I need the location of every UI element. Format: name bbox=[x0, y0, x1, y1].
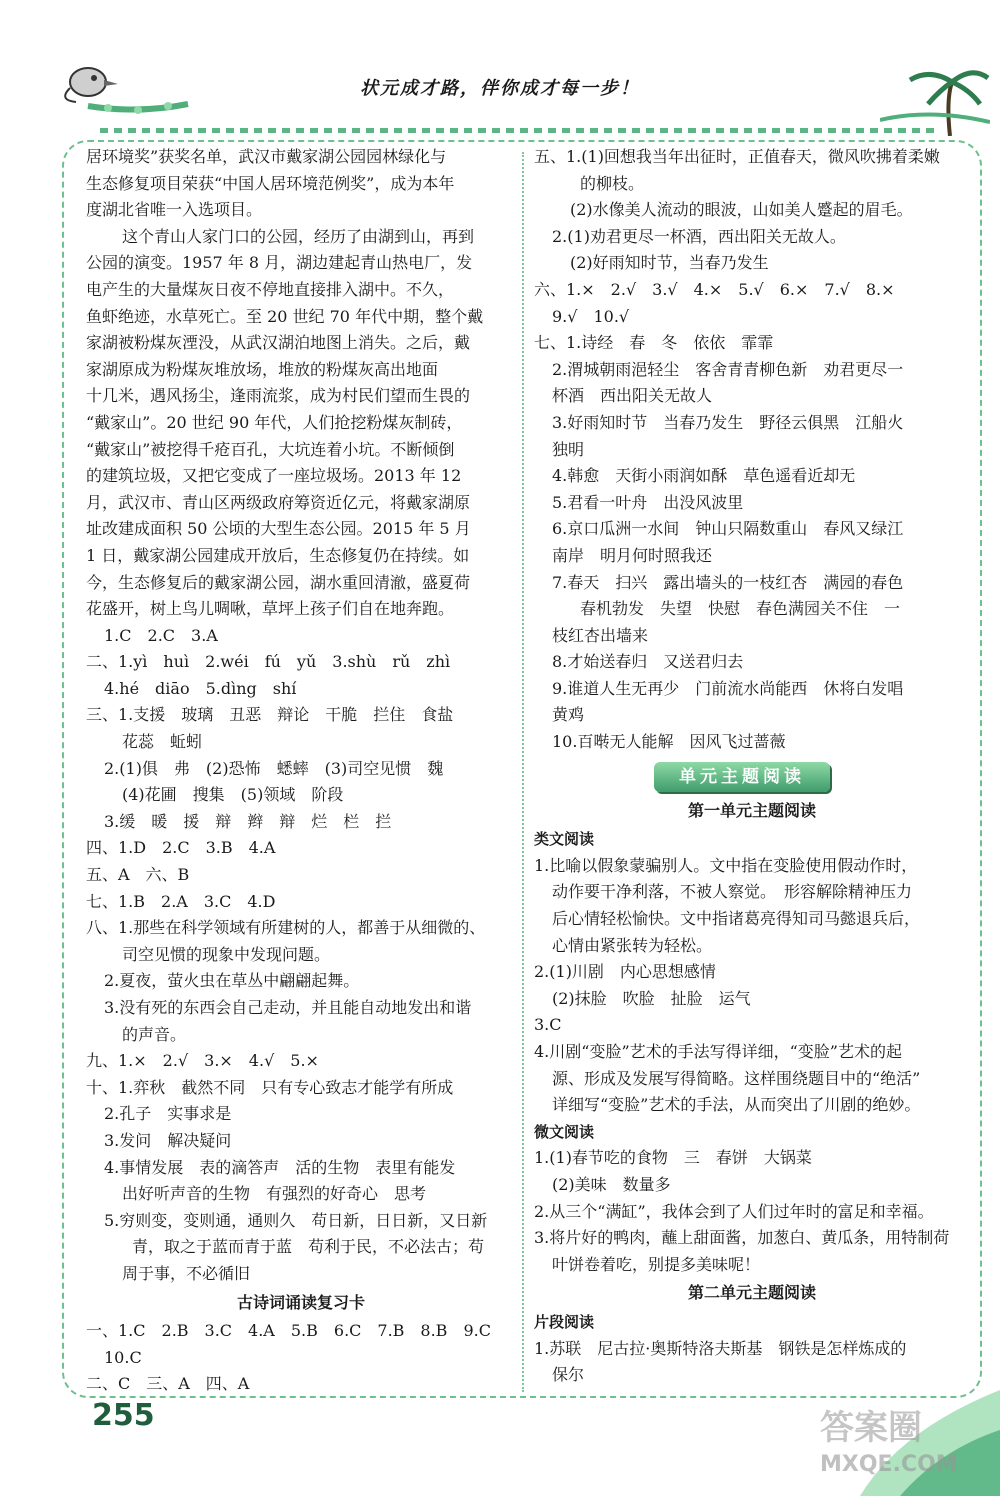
column-divider bbox=[522, 152, 524, 1392]
text-line: “戴家山”被挖得千疮百孔，大坑连着小坑。不断倾倒 bbox=[86, 439, 455, 459]
text-line: 2.(1)俱 弗 (2)恐怖 蟋蟀 (3)司空见惯 魏 bbox=[104, 758, 444, 778]
text-line: 1.苏联 尼古拉·奥斯特洛夫斯基 钢铁是怎样炼成的 bbox=[534, 1338, 907, 1358]
text-line: 1.C 2.C 3.A bbox=[104, 625, 218, 645]
text-line: 10.百啭无人能解 因风飞过蔷薇 bbox=[552, 732, 786, 752]
right-column bbox=[534, 144, 970, 1389]
text-line: 2.从三个“满缸”，我体会到了人们过年时的富足和幸福。 bbox=[534, 1201, 934, 1221]
text-line: (2)美味 数量多 bbox=[552, 1174, 671, 1194]
right-lines bbox=[534, 144, 970, 756]
text-line: 花盛开，树上鸟儿啁啾，草坪上孩子们自在地奔跑。 bbox=[86, 599, 455, 619]
unit2-sub1-title: 片段阅读 bbox=[534, 1312, 595, 1331]
text-line: 2.夏夜，萤火虫在草丛中翩翩起舞。 bbox=[104, 971, 360, 991]
text-line: 十几米，遇风扬尘，逢雨流浆，成为村民们望而生畏的 bbox=[86, 386, 471, 406]
left-column bbox=[86, 144, 516, 1398]
text-line: 五、1.(1)回想我当年出征时，正值春天，微风吹拂着柔嫩 bbox=[534, 147, 940, 166]
text-line: 黄鸡 bbox=[552, 705, 585, 725]
text-line: 10.C bbox=[104, 1347, 142, 1367]
text-line: 5.穷则变，变则通，通则久 苟日新，日日新，又日新 bbox=[104, 1210, 488, 1230]
text-line: 3.C bbox=[534, 1015, 562, 1035]
text-line: 动作要干净利落，不被人察觉。 形容解除精神压力 bbox=[552, 882, 913, 902]
text-line: 4.hé diāo 5.dìng shí bbox=[104, 678, 297, 698]
unit1-sub2-lines bbox=[534, 1145, 970, 1278]
watermark-url: MXQE.COM bbox=[820, 1452, 958, 1477]
text-line: 7.春天 扫兴 露出墙头的一枝红杏 满园的春色 bbox=[552, 572, 904, 592]
text-line: 叶饼卷着吃，别提多美味呢！ bbox=[552, 1254, 761, 1274]
text-line: 南岸 明月何时照我还 bbox=[552, 545, 713, 565]
text-line: 一、1.C 2.B 3.C 4.A 5.B 6.C 7.B 8.B 9.C bbox=[86, 1321, 491, 1341]
text-line: 1.比喻以假象蒙骗别人。文中指在变脸使用假动作时， bbox=[534, 855, 918, 875]
text-line: 详细写“变脸”艺术的手法，从而突出了川剧的绝妙。 bbox=[552, 1095, 921, 1115]
text-line: 2.(1)劝君更尽一杯酒，西出阳关无故人。 bbox=[552, 226, 846, 246]
unit2-sub1-lines bbox=[534, 1336, 970, 1389]
text-line: 源、形成及发展写得简略。这样围绕题目中的“绝活” bbox=[552, 1068, 921, 1088]
text-line: 杯酒 西出阳关无故人 bbox=[552, 386, 713, 406]
text-line: 六、1.× 2.√ 3.√ 4.× 5.√ 6.× 7.√ 8.× bbox=[534, 279, 895, 299]
text-line: 生态修复项目荣获“中国人居环境范例奖”，成为本年 bbox=[86, 173, 455, 193]
text-line: 二、1.yì huì 2.wéi fú yǔ 3.shù rǔ zhì bbox=[86, 652, 451, 672]
top-border-band bbox=[100, 128, 940, 133]
text-line: 鱼虾绝迹，水草死亡。至 20 世纪 70 年代中期，整个戴 bbox=[86, 306, 484, 326]
text-line: 4.川剧“变脸”艺术的手法写得详细，“变脸”艺术的起 bbox=[534, 1042, 902, 1061]
text-line: 保尔 bbox=[552, 1365, 585, 1385]
text-line: 家湖原成为粉煤灰堆放场，堆放的粉煤灰高出地面 bbox=[86, 359, 439, 379]
text-line: 九、1.× 2.√ 3.× 4.√ 5.× bbox=[86, 1051, 319, 1071]
text-line: 枝红杏出墙来 bbox=[552, 625, 649, 645]
text-line: 2.孔子 实事求是 bbox=[104, 1104, 232, 1124]
text-line: 3.好雨知时节 当春乃发生 野径云俱黑 江船火 bbox=[552, 412, 904, 432]
text-line: (2)水像美人流动的眼波，山如美人蹙起的眉毛。 bbox=[570, 200, 913, 220]
text-line: “戴家山”。20 世纪 90 年代，人们抢挖粉煤灰制砖， bbox=[86, 412, 463, 432]
text-line: 月，武汉市、青山区两级政府筹资近亿元，将戴家湖原 bbox=[86, 492, 471, 512]
left-after-lines bbox=[86, 1318, 516, 1398]
text-line: 9.√ 10.√ bbox=[552, 306, 630, 326]
text-line: 的声音。 bbox=[122, 1024, 187, 1044]
text-line: 8.才始送春归 又送君归去 bbox=[552, 652, 744, 672]
text-line: 1.(1)春节吃的食物 三 春饼 大锅菜 bbox=[534, 1148, 812, 1168]
header-slogan: 状元成才路，伴你成才每一步！ bbox=[360, 78, 640, 99]
text-line: 十、1.弈秋 截然不同 只有专心致志才能学有所成 bbox=[86, 1077, 454, 1097]
page-number: 255 bbox=[92, 1398, 155, 1433]
text-line: 9.谁道人生无再少 门前流水尚能西 休将白发唱 bbox=[552, 678, 904, 698]
text-line: 4.韩愈 天街小雨润如酥 草色遥看近却无 bbox=[552, 466, 856, 486]
text-line: 周于事，不必循旧 bbox=[122, 1263, 251, 1283]
text-line: 心情由紧张转为轻松。 bbox=[552, 935, 713, 955]
left-lines bbox=[86, 144, 516, 1288]
text-line: (2)抹脸 吹脸 扯脸 运气 bbox=[552, 988, 751, 1008]
unit1-sub2-title: 微文阅读 bbox=[534, 1122, 595, 1141]
text-line: 青，取之于蓝而青于蓝 苟利于民，不必法古；苟 bbox=[132, 1237, 485, 1257]
text-line: 的建筑垃圾，又把它变成了一座垃圾场。2013 年 12 bbox=[86, 466, 462, 486]
text-line: 三、1.支援 玻璃 丑恶 辩论 干脆 拦住 食盐 bbox=[86, 705, 454, 725]
text-line: 3.缓 暖 援 辩 辫 辩 烂 栏 拦 bbox=[104, 811, 392, 831]
text-line: 4.事情发展 表的滴答声 活的生物 表里有能发 bbox=[104, 1157, 456, 1177]
unit1-title: 第一单元主题阅读 bbox=[687, 800, 816, 820]
text-line: 八、1.那些在科学领域有所建树的人，都善于从细微的、 bbox=[86, 918, 486, 938]
text-line: 四、1.D 2.C 3.B 4.A bbox=[86, 838, 276, 858]
text-line: 3.将片好的鸭肉，蘸上甜面酱，加葱白、黄瓜条，用特制荷 bbox=[534, 1228, 950, 1248]
text-line: 的柳枝。 bbox=[580, 173, 645, 193]
text-line: 七、1.B 2.A 3.C 4.D bbox=[86, 891, 276, 911]
text-line: 七、1.诗经 春 冬 依依 霏霏 bbox=[534, 333, 774, 353]
watermark-text: 答案圈 bbox=[820, 1408, 922, 1448]
text-line: 今，生态修复后的戴家湖公园，湖水重回清澈，盛夏荷 bbox=[86, 572, 471, 592]
text-line: 1 日，戴家湖公园建成开放后，生态修复仍在持续。如 bbox=[86, 545, 470, 565]
text-line: (2)好雨知时节，当春乃发生 bbox=[570, 253, 769, 273]
text-line: 5.君看一叶舟 出没风波里 bbox=[552, 492, 744, 512]
unit-theme-reading-banner: 单元主题阅读 bbox=[654, 762, 830, 792]
text-line: 2.渭城朝雨浥轻尘 客舍青青柳色新 劝君更尽一 bbox=[552, 359, 904, 379]
text-line: 二、C 三、A 四、A bbox=[86, 1374, 250, 1394]
unit1-sub1-title: 类文阅读 bbox=[534, 830, 595, 849]
text-line: 电产生的大量煤灰日夜不停地直接排入湖中。不久， bbox=[86, 279, 455, 299]
unit2-title: 第二单元主题阅读 bbox=[687, 1283, 816, 1303]
text-line: 址改建成面积 50 公顷的大型生态公园。2015 年 5 月 bbox=[86, 519, 471, 539]
text-line: 2.(1)川剧 内心思想感情 bbox=[534, 962, 716, 982]
section-title-poetry-review: 古诗词诵读复习卡 bbox=[236, 1292, 365, 1312]
text-line: 花蕊 蚯蚓 bbox=[122, 732, 203, 752]
text-line: 出好听声音的生物 有强烈的好奇心 思考 bbox=[122, 1184, 427, 1204]
unit1-sub1-lines bbox=[534, 853, 970, 1119]
text-line: 6.京口瓜洲一水间 钟山只隔数重山 春风又绿江 bbox=[552, 519, 904, 539]
text-line: (4)花圃 搜集 (5)领域 阶段 bbox=[122, 785, 344, 805]
text-line: 家湖被粉煤灰湮没，从武汉湖泊地图上消失。之后，戴 bbox=[86, 333, 471, 353]
text-line: 度湖北省唯一入选项目。 bbox=[86, 200, 263, 220]
text-line: 春机勃发 失望 快慰 春色满园关不住 一 bbox=[580, 599, 901, 619]
text-line: 这个青山人家门口的公园，经历了由湖到山，再到 bbox=[122, 226, 475, 246]
text-line: 3.发问 解决疑问 bbox=[104, 1130, 232, 1150]
text-line: 独明 bbox=[552, 439, 585, 459]
text-line: 后心情轻松愉快。文中指诸葛亮得知司马懿退兵后， bbox=[552, 909, 921, 929]
text-line: 司空见惯的现象中发现问题。 bbox=[122, 944, 331, 964]
text-line: 居环境奖”获奖名单，武汉市戴家湖公园园林绿化与 bbox=[86, 147, 447, 166]
text-line: 五、A 六、B bbox=[86, 865, 190, 885]
text-line: 3.没有死的东西会自己走动，并且能自动地发出和谐 bbox=[104, 998, 472, 1017]
text-line: 公园的演变。1957 年 8 月，湖边建起青山热电厂，发 bbox=[86, 253, 473, 273]
